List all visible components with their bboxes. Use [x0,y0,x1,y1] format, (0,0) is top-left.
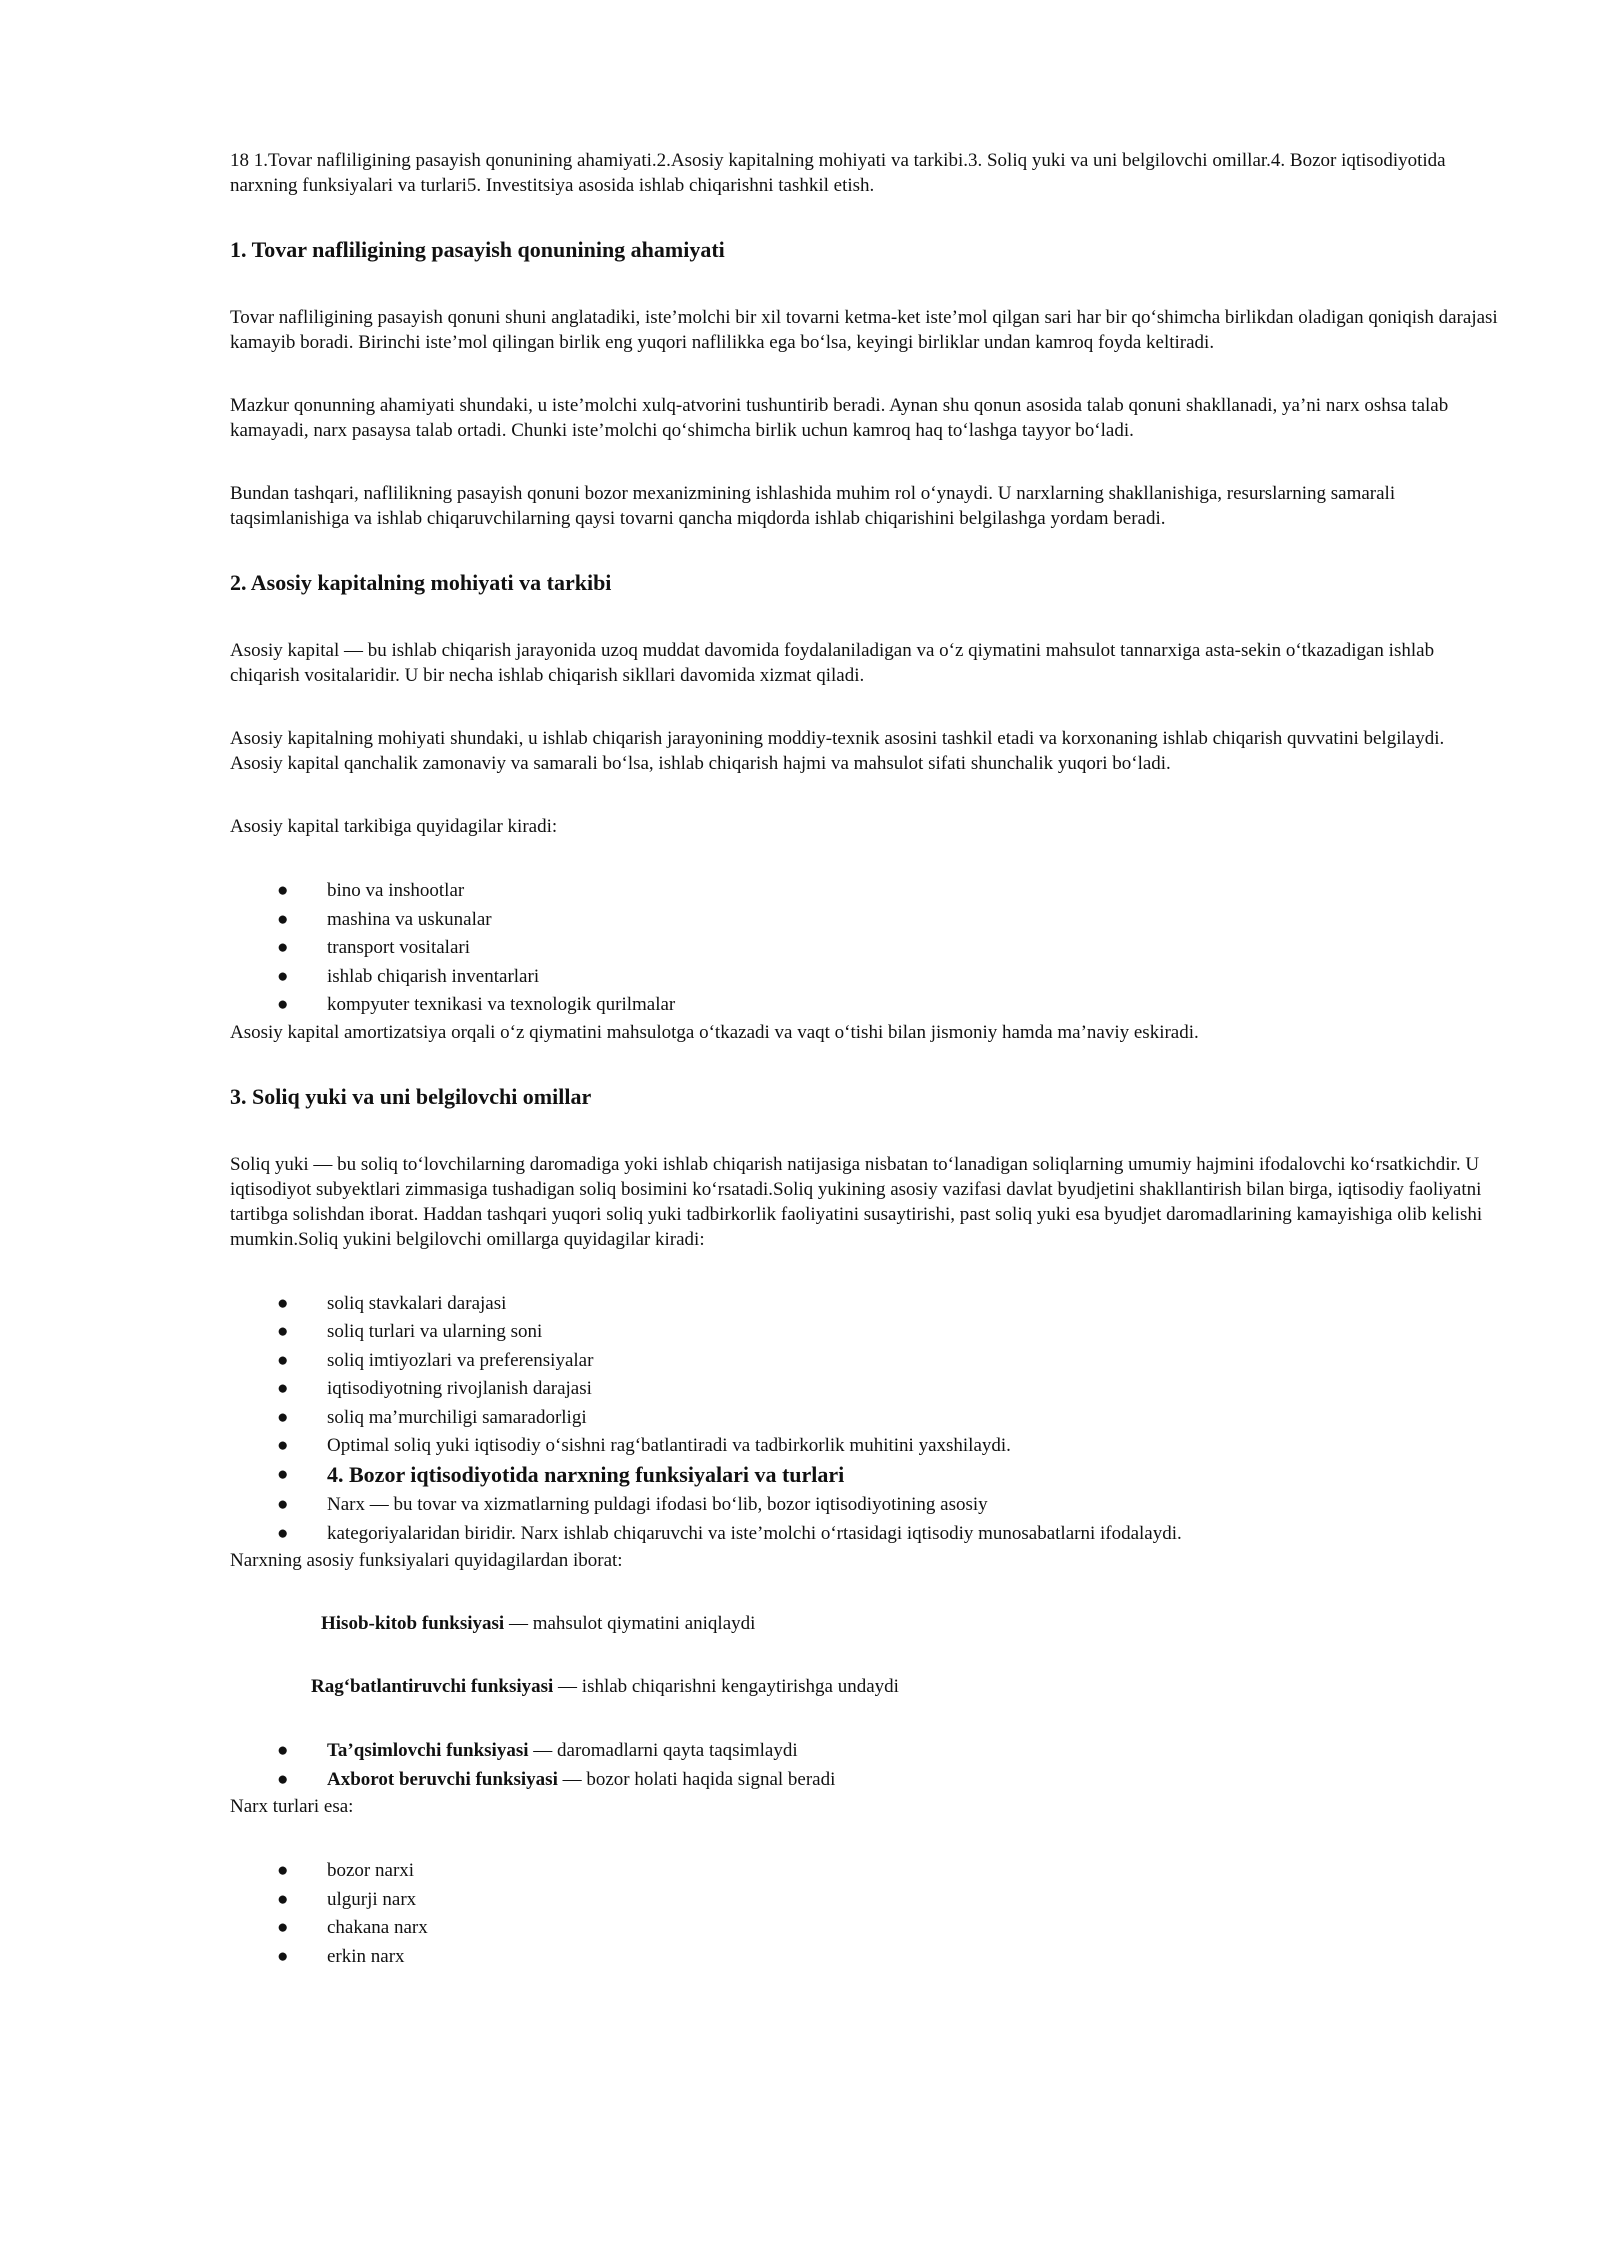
section-1-heading: 1. Tovar nafliligining pasayish qonunining ahamiyati [230,237,725,262]
document-page [230,148,1498,1971]
list-item: ● soliq imtiyozlari va preferensiyalar [230,1347,1498,1376]
section-2-heading: 2. Asosiy kapitalning mohiyati va tarkibi [230,570,612,595]
bullet-icon: ● [277,880,289,901]
list-item: ● kategoriyalaridan biridir. Narx ishlab chiqaruvchi va iste’molchi o‘rtasidagi iqtisodiy munosabatlarni ifodalaydi. [230,1520,1498,1549]
bullet-icon: ● [277,1917,289,1938]
list-item: ● chakana narx [230,1914,1498,1943]
function-item: Hisob-kitob funksiyasi — mahsulot qiymatini aniqlaydi [321,1613,756,1634]
list-item: ● transport vositalari [230,934,1498,963]
list-item: ● Optimal soliq yuki iqtisodiy o‘sishni rag‘batlantiradi va tadbirkorlik muhitini yaxshilaydi. [230,1432,1498,1461]
section-1-paragraph: Mazkur qonunning ahamiyati shundaki, u iste’molchi xulq-atvorini tushuntirib beradi. Aynan shu qonun asosida talab qonuni shakllanadi, ya’ni narx oshsa talab kamayadi, narx pasaysa talab ortadi. Chunki iste’molchi qo‘shimcha birlik uchun kamroq haq to‘lashga tayyor bo‘ladi. [230,395,1449,441]
price-functions-list [230,1737,1498,1794]
bullet-icon: ● [277,1406,289,1428]
section-3-heading: 3. Soliq yuki va uni belgilovchi omillar [230,1083,592,1109]
intro-paragraph: 18 1.Tovar nafliligining pasayish qonunining ahamiyati.2.Asosiy kapitalning mohiyati va tarkibi.3. Soliq yuki va uni belgilovchi omillar.4. Bozor iqtisodiyotida narxning funksiyalari va turlari5. Investitsiya asosida ishlab chiqarishni tashkil etish. [230,150,1446,196]
bullet-icon: ● [277,1494,289,1515]
list-item: ● soliq stavkalari darajasi [230,1290,1498,1319]
list-item: ● kompyuter texnikasi va texnologik qurilmalar [230,991,1498,1020]
list-item: ● iqtisodiyotning rivojlanish darajasi [230,1375,1498,1404]
price-types-list [230,1857,1498,1971]
section-4-paragraph: Narx turlari esa: [230,1796,354,1817]
list-item: ● soliq ma’murchiligi samaradorligi [230,1404,1498,1433]
function-name: Hisob-kitob funksiyasi [321,1613,505,1634]
bullet-icon: ● [277,1435,289,1456]
bullet-icon: ● [277,1321,289,1342]
bullet-icon: ● [277,1945,289,1967]
section-2-paragraph: Asosiy kapital — bu ishlab chiqarish jarayonida uzoq muddat davomida foydalaniladigan va o‘z qiymatini mahsulot tannarxiga asta-sekin o‘tkazadigan ishlab chiqarish vositalaridir. U bir necha ishlab chiqarish sikllari davomida xizmat qiladi. [230,640,1435,686]
bullet-icon: ● [277,1292,289,1314]
section-1-paragraph: Tovar nafliligining pasayish qonuni shuni anglatadiki, iste’molchi bir xil tovarni ketma-ket iste’mol qilgan sari har bir qo‘shimcha birlikdan oladigan qoniqish darajasi kamayib boradi. Birinchi iste’mol qilingan birlik eng yuqori naflilikka ega bo‘lsa, keyingi birliklar undan kamroq foyda keltiradi. [230,307,1498,353]
section-1-paragraph: Bundan tashqari, naflilikning pasayish qonuni bozor mexanizmining ishlashida muhim rol o‘ynaydi. U narxlarning shakllanishiga, resurslarning samarali taqsimlanishiga va ishlab chiqaruvchilarning qaysi tovarni qancha miqdorda ishlab chiqarishini belgilashga yordam beradi. [230,483,1396,529]
bullet-icon: ● [277,937,289,958]
list-item: ● mashina va uskunalar [230,906,1498,935]
tax-factors-list [230,1290,1498,1549]
capital-components-list [230,877,1498,1020]
bullet-icon: ● [277,1522,289,1544]
function-item: Rag‘batlantiruvchi funksiyasi — ishlab chiqarishni kengaytirishga undaydi [311,1676,899,1697]
list-item: ● bozor narxi [230,1857,1498,1886]
bullet-icon: ● [277,1378,289,1399]
list-item: ● erkin narx [230,1943,1498,1972]
section-2-paragraph: Asosiy kapital amortizatsiya orqali o‘z qiymatini mahsulotga o‘tkazadi va vaqt o‘tishi bilan jismoniy hamda ma’naviy eskiradi. [230,1021,1199,1043]
bullet-icon: ● [277,1860,289,1881]
list-item: ● Axborot beruvchi funksiyasi — bozor holati haqida signal beradi [230,1766,1498,1795]
list-item: ● soliq turlari va ularning soni [230,1318,1498,1347]
section-4-paragraph: Narxning asosiy funksiyalari quyidagilardan iborat: [230,1550,623,1571]
list-item: ● ulgurji narx [230,1886,1498,1915]
section-3-paragraph: Soliq yuki — bu soliq to‘lovchilarning daromadiga yoki ishlab chiqarish natijasiga nisbatan to‘lanadigan soliqlarning umumiy hajmini ifodalovchi ko‘rsatkichdir. U iqtisodiyot subyektlari zimmasiga tushadigan soliq bosimini ko‘rsatadi.Soliq yukining asosiy vazifasi davlat byudjetini shakllantirish bilan birga, iqtisodiy faoliyatni tartibga solishdan iborat. Haddan tashqari yuqori soliq yuki tadbirkorlik faoliyatini susaytirishi, past soliq yuki esa byudjet daromadlarining kamayishiga olib kelishi mumkin.Soliq yukini belgilovchi omillarga quyidagilar kiradi: [230,1153,1483,1250]
list-item-heading [230,1461,1498,1492]
bullet-icon: ● [277,994,289,1015]
bullet-icon: ● [277,1463,289,1485]
list-item: ● Narx — bu tovar va xizmatlarning puldagi ifodasi bo‘lib, bozor iqtisodiyotining asosiy [230,1491,1498,1520]
list-item: ● Ta’qsimlovchi funksiyasi — daromadlarni qayta taqsimlaydi [230,1737,1498,1766]
bullet-icon: ● [277,1888,289,1910]
bullet-icon: ● [277,1740,289,1761]
section-4-heading: 4. Bozor iqtisodiyotida narxning funksiyalari va turlari [327,1461,845,1487]
bullet-icon: ● [277,1768,289,1790]
function-name: Rag‘batlantiruvchi funksiyasi [311,1676,554,1697]
bullet-icon: ● [277,1349,289,1371]
section-2-paragraph: Asosiy kapitalning mohiyati shundaki, u ishlab chiqarish jarayonining moddiy-texnik asosini tashkil etadi va korxonaning ishlab chiqarish quvvatini belgilaydi. Asosiy kapital qanchalik zamonaviy va samarali bo‘lsa, ishlab chiqarish hajmi va mahsulot sifati shunchalik yuqori bo‘ladi. [230,728,1445,774]
section-2-paragraph: Asosiy kapital tarkibiga quyidagilar kiradi: [230,816,558,837]
list-item: ● bino va inshootlar [230,877,1498,906]
bullet-icon: ● [277,908,289,930]
bullet-icon: ● [277,965,289,987]
list-item: ● ishlab chiqarish inventarlari [230,963,1498,992]
